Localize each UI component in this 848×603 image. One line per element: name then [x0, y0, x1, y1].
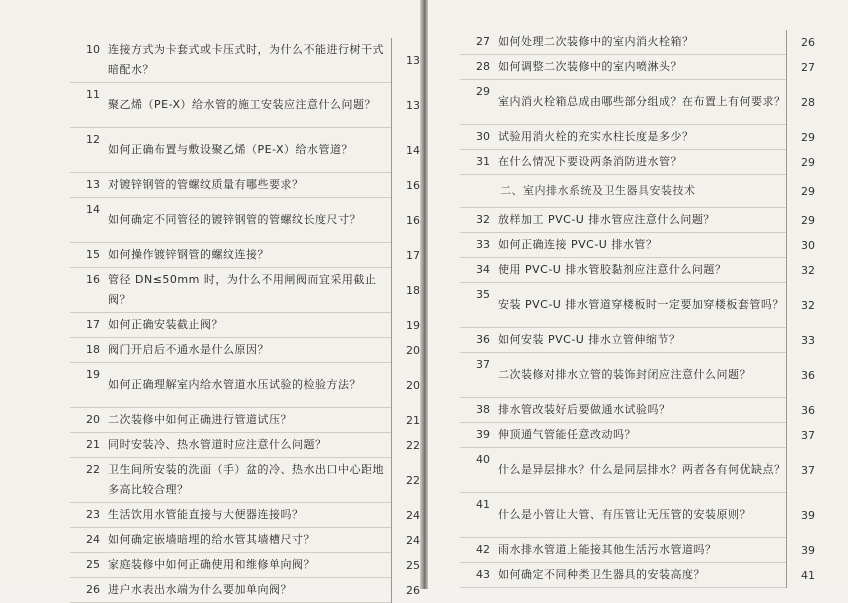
entry-number: 28: [476, 60, 490, 73]
page-number: 32: [801, 298, 815, 312]
page-number: 29: [801, 184, 815, 198]
entry-number: 22: [86, 463, 100, 476]
page-number: 39: [801, 543, 815, 557]
entry-number: 19: [86, 368, 100, 381]
toc-entry: [460, 150, 815, 175]
page-number: 29: [801, 130, 815, 144]
toc-entry: [460, 125, 815, 150]
page-number: 24: [406, 508, 420, 522]
entry-number: 13: [86, 178, 100, 191]
entry-question: 排水管改装好后要做通水试验吗？: [498, 403, 671, 416]
page-number: 29: [801, 155, 815, 169]
entry-number: 34: [476, 263, 490, 276]
entry-question: 什么是异层排水？什么是同层排水？两者各有何优缺点？: [498, 463, 786, 476]
entry-number: 25: [86, 558, 100, 571]
toc-entry: [460, 233, 815, 258]
entry-question: 如何正确连接 PVC-U 排水管？: [498, 238, 658, 251]
entry-number: 41: [476, 498, 490, 511]
entry-question: 如何处理二次装修中的室内消火栓箱？: [498, 35, 694, 48]
entry-number: 24: [86, 533, 100, 546]
entry-question: 如何确定嵌墙暗埋的给水管其墙槽尺寸？: [108, 533, 315, 546]
entry-number: 11: [86, 88, 100, 101]
page-number: 33: [801, 333, 815, 347]
section-title: 二、室内排水系统及卫生器具安装技术: [500, 184, 696, 197]
toc-right: [460, 30, 815, 588]
entry-number: 42: [476, 543, 490, 556]
page-number: 19: [406, 318, 420, 332]
page-number: 13: [406, 98, 420, 112]
toc-entry: [70, 503, 420, 528]
entry-number: 35: [476, 288, 490, 301]
toc-entry: [70, 433, 420, 458]
page-number: 26: [406, 583, 420, 597]
entry-question: 安装 PVC-U 排水管道穿楼板时一定要加穿楼板套管吗？: [498, 298, 784, 311]
page-number: 21: [406, 413, 420, 427]
page-number: 30: [801, 238, 815, 252]
entry-number: 15: [86, 248, 100, 261]
entry-number: 30: [476, 130, 490, 143]
toc-entry: [460, 55, 815, 80]
toc-entry: [70, 553, 420, 578]
page-number: 36: [801, 368, 815, 382]
entry-question: 生活饮用水管能直接与大便器连接吗？: [108, 508, 304, 521]
entry-question: 对镀锌钢管的管螺纹质量有哪些要求？: [108, 178, 304, 191]
page-number: 16: [406, 213, 420, 227]
entry-question: 使用 PVC-U 排水管胶黏剂应注意什么问题？: [498, 263, 727, 276]
toc-entry: [460, 398, 815, 423]
entry-question: 伸顶通气管能任意改动吗？: [498, 428, 636, 441]
page-number: 37: [801, 463, 815, 477]
entry-question: 如何正确理解室内给水管道水压试验的检验方法？: [108, 378, 361, 391]
toc-entry: [460, 30, 815, 55]
page-number: 22: [406, 438, 420, 452]
entry-question: 如何操作镀锌钢管的螺纹连接？: [108, 248, 269, 261]
entry-number: 18: [86, 343, 100, 356]
page-number: 36: [801, 403, 815, 417]
page-number: 27: [801, 60, 815, 74]
toc-entry: [460, 80, 815, 125]
toc-entry: [460, 258, 815, 283]
entry-question: 家庭装修中如何正确使用和维修单向阀？: [108, 558, 315, 571]
entry-question: 如何调整二次装修中的室内喷淋头？: [498, 60, 682, 73]
entry-number: 32: [476, 213, 490, 226]
page-number: 14: [406, 143, 420, 157]
entry-number: 43: [476, 568, 490, 581]
entry-question: 如何确定不同管径的镀锌钢管的管螺纹长度尺寸？: [108, 213, 361, 226]
page-number: 28: [801, 95, 815, 109]
entry-number: 29: [476, 85, 490, 98]
entry-number: 36: [476, 333, 490, 346]
entry-question: 如何安装 PVC-U 排水立管伸缩节？: [498, 333, 681, 346]
toc-entry: [70, 338, 420, 363]
entry-number: 31: [476, 155, 490, 168]
page-number: 22: [406, 473, 420, 487]
toc-entry: [460, 423, 815, 448]
entry-number: 23: [86, 508, 100, 521]
toc-entry: [70, 363, 420, 408]
toc-entry: [70, 408, 420, 433]
entry-question: 如何确定不同种类卫生器具的安装高度？: [498, 568, 705, 581]
entry-number: 10: [86, 43, 100, 56]
entry-number: 39: [476, 428, 490, 441]
page-number: 24: [406, 533, 420, 547]
entry-question: 室内消火栓箱总成由哪些部分组成？在布置上有何要求？: [498, 95, 786, 108]
entry-number: 16: [86, 273, 100, 286]
toc-entry: [460, 328, 815, 353]
entry-number: 40: [476, 453, 490, 466]
page-number: 20: [406, 343, 420, 357]
entry-number: 17: [86, 318, 100, 331]
entry-number: 27: [476, 35, 490, 48]
page-number: 26: [801, 35, 815, 49]
entry-number: 26: [86, 583, 100, 596]
toc-entry: [70, 313, 420, 338]
entry-question: 卫生间所安装的洗面（手）盆的冷、热水出口中心距地多高比较合理？: [108, 463, 384, 496]
entry-number: 38: [476, 403, 490, 416]
entry-question: 如何正确布置与敷设聚乙烯（PE-X）给水管道？: [108, 143, 354, 156]
page-number: 13: [406, 53, 420, 67]
page-number: 37: [801, 428, 815, 442]
toc-entry: [70, 458, 420, 503]
toc-entry: [460, 353, 815, 398]
toc-entry: [70, 173, 420, 198]
entry-question: 阀门开启后不通水是什么原因？: [108, 343, 269, 356]
toc-entry: [70, 578, 420, 603]
page-number: 17: [406, 248, 420, 262]
page-number: 29: [801, 213, 815, 227]
page-number: 41: [801, 568, 815, 582]
book-spine: [420, 0, 428, 589]
toc-entry: [70, 198, 420, 243]
entry-question: 在什么情况下要设两条消防进水管？: [498, 155, 682, 168]
entry-question: 聚乙烯（PE-X）给水管的施工安装应注意什么问题？: [108, 98, 377, 111]
entry-number: 37: [476, 358, 490, 371]
entry-number: 20: [86, 413, 100, 426]
page-number: 39: [801, 508, 815, 522]
entry-question: 什么是小管让大管、有压管让无压管的安装原则？: [498, 508, 751, 521]
page-number: 20: [406, 378, 420, 392]
toc-entry: [460, 493, 815, 538]
toc-entry: [460, 563, 815, 588]
page-number: 18: [406, 283, 420, 297]
toc-entry: [70, 38, 420, 83]
entry-number: 33: [476, 238, 490, 251]
entry-question: 试验用消火栓的充实水柱长度是多少？: [498, 130, 694, 143]
page-number: 16: [406, 178, 420, 192]
entry-question: 连接方式为卡套式或卡压式时，为什么不能进行树干式暗配水？: [108, 43, 384, 76]
toc-section-heading: [460, 175, 815, 208]
toc-left: [70, 38, 420, 603]
entry-question: 二次装修中如何正确进行管道试压？: [108, 413, 292, 426]
entry-question: 同时安装冷、热水管道时应注意什么问题？: [108, 438, 327, 451]
toc-entry: [460, 283, 815, 328]
toc-entry: [70, 83, 420, 128]
entry-number: 21: [86, 438, 100, 451]
right-page: [428, 0, 848, 589]
entry-question: 如何正确安装截止阀？: [108, 318, 223, 331]
entry-number: 12: [86, 133, 100, 146]
entry-question: 放样加工 PVC-U 排水管应注意什么问题？: [498, 213, 715, 226]
page-number: 25: [406, 558, 420, 572]
toc-entry: [70, 128, 420, 173]
toc-entry: [460, 448, 815, 493]
toc-entry: [460, 538, 815, 563]
toc-entry: [70, 268, 420, 313]
toc-entry: [460, 208, 815, 233]
page-number: 32: [801, 263, 815, 277]
toc-entry: [70, 528, 420, 553]
toc-entry: [70, 243, 420, 268]
entry-question: 雨水排水管道上能接其他生活污水管道吗？: [498, 543, 717, 556]
entry-number: 14: [86, 203, 100, 216]
entry-question: 进户水表出水端为什么要加单向阀？: [108, 583, 292, 596]
entry-question: 二次装修对排水立管的装饰封闭应注意什么问题？: [498, 368, 751, 381]
entry-question: 管径 DN≤50mm 时，为什么不用闸阀而宜采用截止阀？: [108, 273, 377, 306]
left-page: [0, 0, 420, 597]
